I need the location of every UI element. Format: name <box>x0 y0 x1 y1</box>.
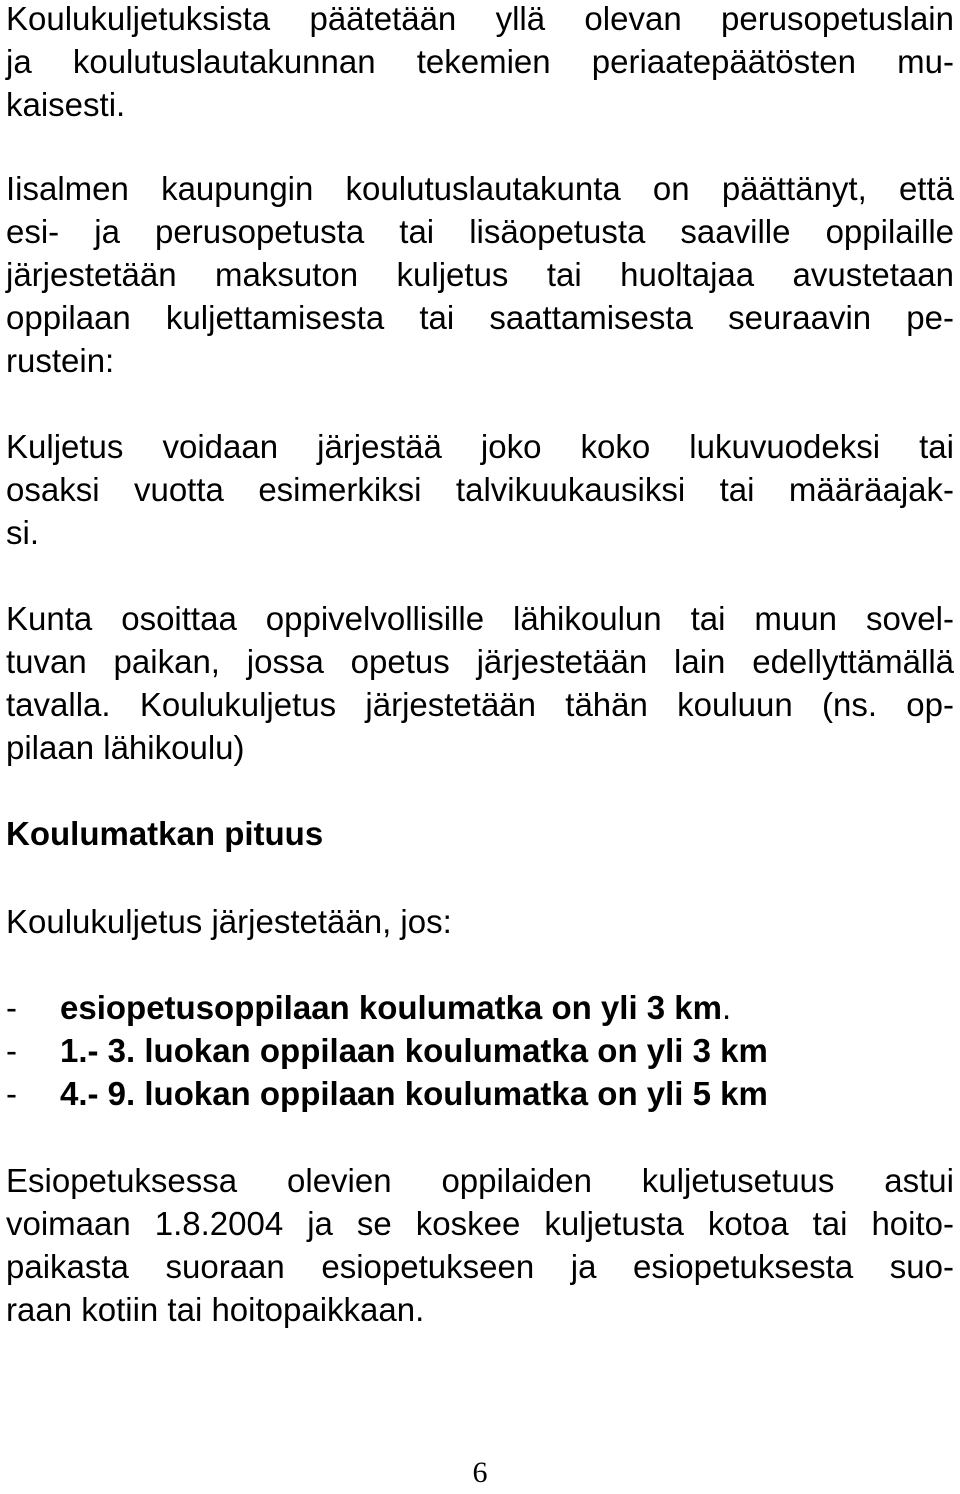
list-item <box>6 1029 768 1072</box>
paragraph-line: raan kotiin tai hoitopaikkaan. <box>6 1291 425 1328</box>
paragraph-3 <box>6 425 954 554</box>
paragraph-line: pilaan lähikoulu) <box>6 729 245 766</box>
paragraph-line: rustein: <box>6 342 115 379</box>
list-dash: - <box>6 1032 17 1069</box>
section-heading: Koulumatkan pituus <box>6 815 324 852</box>
paragraph-line: oppilaan kuljettamisesta tai saattamisesta seuraavin pe- <box>6 299 954 336</box>
list-dash: - <box>6 1075 17 1112</box>
list-item-text: 1.- 3. luokan oppilaan koulumatka on yli 3 km <box>60 1032 768 1069</box>
list-item-suffix: . <box>722 989 732 1026</box>
paragraph-line: Iisalmen kaupungin koulutuslautakunta on päättänyt, että <box>6 170 954 207</box>
paragraph-4 <box>6 597 954 769</box>
paragraph-line: järjestetään maksuton kuljetus tai huoltajaa avustetaan <box>6 256 954 293</box>
paragraph-line: tavalla. Koulukuljetus järjestetään tähän kouluun (ns. op- <box>6 686 954 723</box>
paragraph-2 <box>6 167 954 382</box>
paragraph-line: osaksi vuotta esimerkiksi talvikuukausiksi tai määräajak- <box>6 471 954 508</box>
list-item-text: 4.- 9. luokan oppilaan koulumatka on yli 5 km <box>60 1075 768 1112</box>
paragraph-line: voimaan 1.8.2004 ja se koskee kuljetusta kotoa tai hoito- <box>6 1205 954 1242</box>
paragraph-line: si. <box>6 514 39 551</box>
list-dash: - <box>6 989 17 1026</box>
page-number: 6 <box>472 1456 488 1489</box>
paragraph-line: ja koulutuslautakunnan tekemien periaatepäätösten mu- <box>6 43 954 80</box>
paragraph-line: kaisesti. <box>6 86 126 123</box>
paragraph-line: Esiopetuksessa olevien oppilaiden kuljetusetuus astui <box>6 1162 954 1199</box>
distance-criteria-list <box>6 986 768 1115</box>
paragraph-line: paikasta suoraan esiopetukseen ja esiopetuksesta suo- <box>6 1248 954 1285</box>
paragraph-line: tuvan paikan, jossa opetus järjestetään lain edellyttämällä <box>6 643 954 680</box>
paragraph-line: Kunta osoittaa oppivelvollisille lähikoulun tai muun sovel- <box>6 600 954 637</box>
paragraph-line: Koulukuljetuksista päätetään yllä olevan perusopetuslain <box>6 0 954 37</box>
list-item-text: esiopetusoppilaan koulumatka on yli 3 km <box>60 989 722 1026</box>
paragraph-line: esi- ja perusopetusta tai lisäopetusta saaville oppilaille <box>6 213 954 250</box>
closing-paragraph <box>6 1159 954 1331</box>
paragraph-1 <box>6 0 954 126</box>
list-item <box>6 986 768 1029</box>
list-item <box>6 1072 768 1115</box>
list-intro: Koulukuljetus järjestetään, jos: <box>6 903 452 940</box>
paragraph-line: Kuljetus voidaan järjestää joko koko lukuvuodeksi tai <box>6 428 954 465</box>
